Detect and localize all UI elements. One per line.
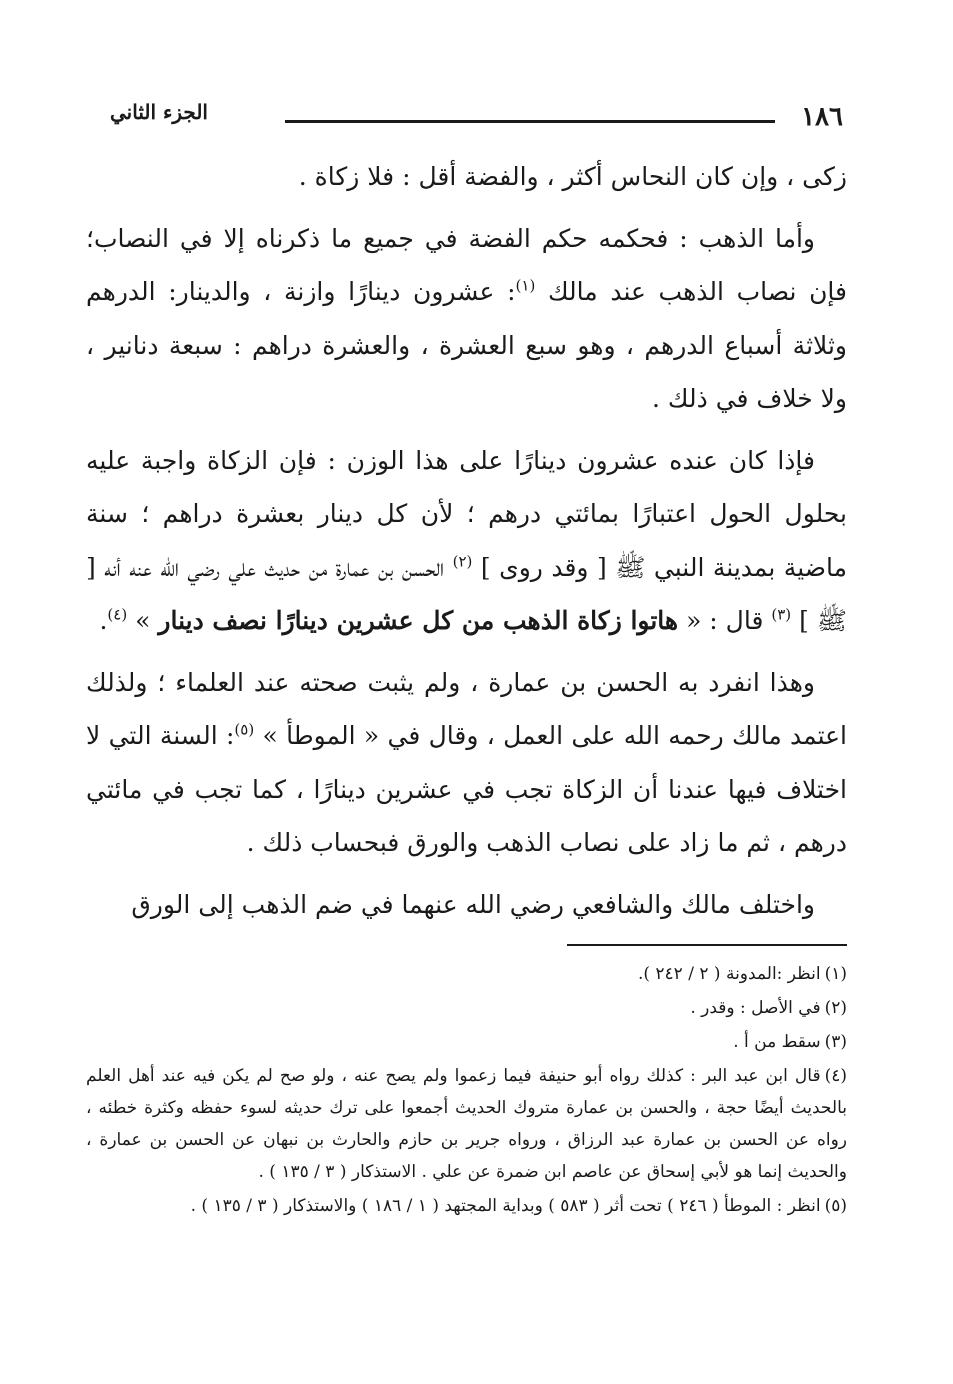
footnotes — [86, 958, 847, 1224]
footnote-4 — [86, 1060, 847, 1188]
paragraph-3-end: . — [99, 606, 108, 635]
paragraph-3 — [86, 434, 847, 648]
footnote-1 — [86, 958, 847, 990]
footnote-text: في الأصل : وقدر . — [690, 998, 821, 1018]
paragraph-4-text-a: وهذا انفرد به الحسن بن عمارة ، ولم يثبت صحته عند العلماء ؛ ولذلك اعتمد مالك رحمه الله على العمل ، وقال في « الموطأ » — [86, 667, 848, 750]
running-title: الجزء الثاني — [110, 100, 208, 124]
footnote-ref-2[interactable]: (٢) — [452, 552, 473, 571]
paragraph-3-text-b: الحسن بن عمارة من حديث علي رضي الله عنه أنه [ ﷺ ] — [86, 552, 847, 635]
footnote-text: انظر : الموطأ ( ٢٤٦ ) تحت أثر ( ٥٨٣ ) وبداية المجتهد ( ١ / ١٨٦ ) والاستذكار ( ٣ / ١٣٥ ) . — [190, 1196, 821, 1216]
paragraph-3-text-a: فإذا كان عنده عشرون دينارًا على هذا الوزن : فإن الزكاة واجبة عليه بحلول الحول اعتبارًا بمائتي درهم ؛ لأن كل دينار بعشرة دراهم ؛ سنة ماضية بمدينة النبي ﷺ [ وقد روى ] — [86, 445, 847, 582]
paragraph-2-text-cont: : عشرون دينارًا وازنة ، والدينار: الدرهم وثلاثة أسباع الدرهم ، وهو سبع العشرة ، والعشرة دراهم : سبعة دنانير ، ولا خلاف في ذلك . — [86, 277, 847, 413]
paragraph-5-text: واختلف مالك والشافعي رضي الله عنهما في ضم الذهب إلى الورق — [131, 889, 815, 919]
footnote-text: انظر :المدونة ( ٢ / ٢٤٢ ). — [637, 964, 821, 984]
paragraph-3-text-d: » — [135, 606, 151, 635]
paragraph-1 — [86, 150, 847, 204]
footnote-2 — [86, 992, 847, 1024]
footnote-number: (١) — [824, 964, 847, 984]
footnote-ref-1[interactable]: (١) — [515, 276, 536, 295]
page-header — [110, 98, 843, 138]
footnote-text: سقط من أ . — [733, 1032, 821, 1052]
footnote-ref-5[interactable]: (٥) — [234, 720, 255, 739]
header-rule — [285, 120, 775, 123]
page-number: ١٨٦ — [801, 102, 843, 132]
footnote-number: (٥) — [824, 1196, 847, 1216]
paragraph-3-text-c: قال : « — [686, 606, 764, 635]
footnote-separator — [567, 944, 847, 946]
paragraph-2-text: وأما الذهب : فحكمه حكم الفضة في جميع ما ذكرناه إلا في النصاب؛ فإن نصاب الذهب عند مالك — [86, 223, 847, 306]
paragraph-2 — [86, 212, 847, 426]
footnote-number: (٢) — [824, 998, 847, 1018]
hadith-quote: هاتوا زكاة الذهب من كل عشرين دينارًا نصف دينار — [158, 606, 679, 635]
paragraph-4-text-b: : السنة التي لا اختلاف فيها عندنا أن الزكاة تجب في عشرين دينارًا ، كما تجب في مائتي درهم ، ثم ما زاد على نصاب الذهب والورق فبحساب ذلك . — [86, 721, 847, 857]
footnote-ref-3[interactable]: (٣) — [771, 605, 792, 624]
footnote-number: (٣) — [824, 1032, 847, 1052]
paragraph-4 — [86, 656, 847, 870]
paragraph-1-text: زكى ، وإن كان النحاس أكثر ، والفضة أقل : فلا زكاة . — [298, 162, 847, 191]
footnote-number: (٤) — [824, 1066, 847, 1086]
footnote-text: قال ابن عبد البر : كذلك رواه أبو حنيفة فيما زعموا ولم يصح عنه ، ولو صح لم يكن فيه عند أهل العلم بالحديث أيضًا حجة ، والحسن بن عمارة متروك الحديث أجمعوا على ترك حديثه لسوء حفظه وكثرة خطئه ، رواه عن الحسن بن عمارة عبد الرزاق ، ورواه جرير بن حازم والحارث بن نبهان عن الحسن بن عمارة ، والحديث إنما هو لأبي إسحاق عن عاصم ابن ضمرة عن علي . الاستذكار ( ٣ / ١٣٥ ) . — [86, 1066, 847, 1182]
main-text — [86, 150, 847, 939]
paragraph-5 — [86, 878, 847, 932]
footnote-3 — [86, 1026, 847, 1058]
footnote-5 — [86, 1190, 847, 1222]
footnote-ref-4[interactable]: (٤) — [107, 605, 128, 624]
